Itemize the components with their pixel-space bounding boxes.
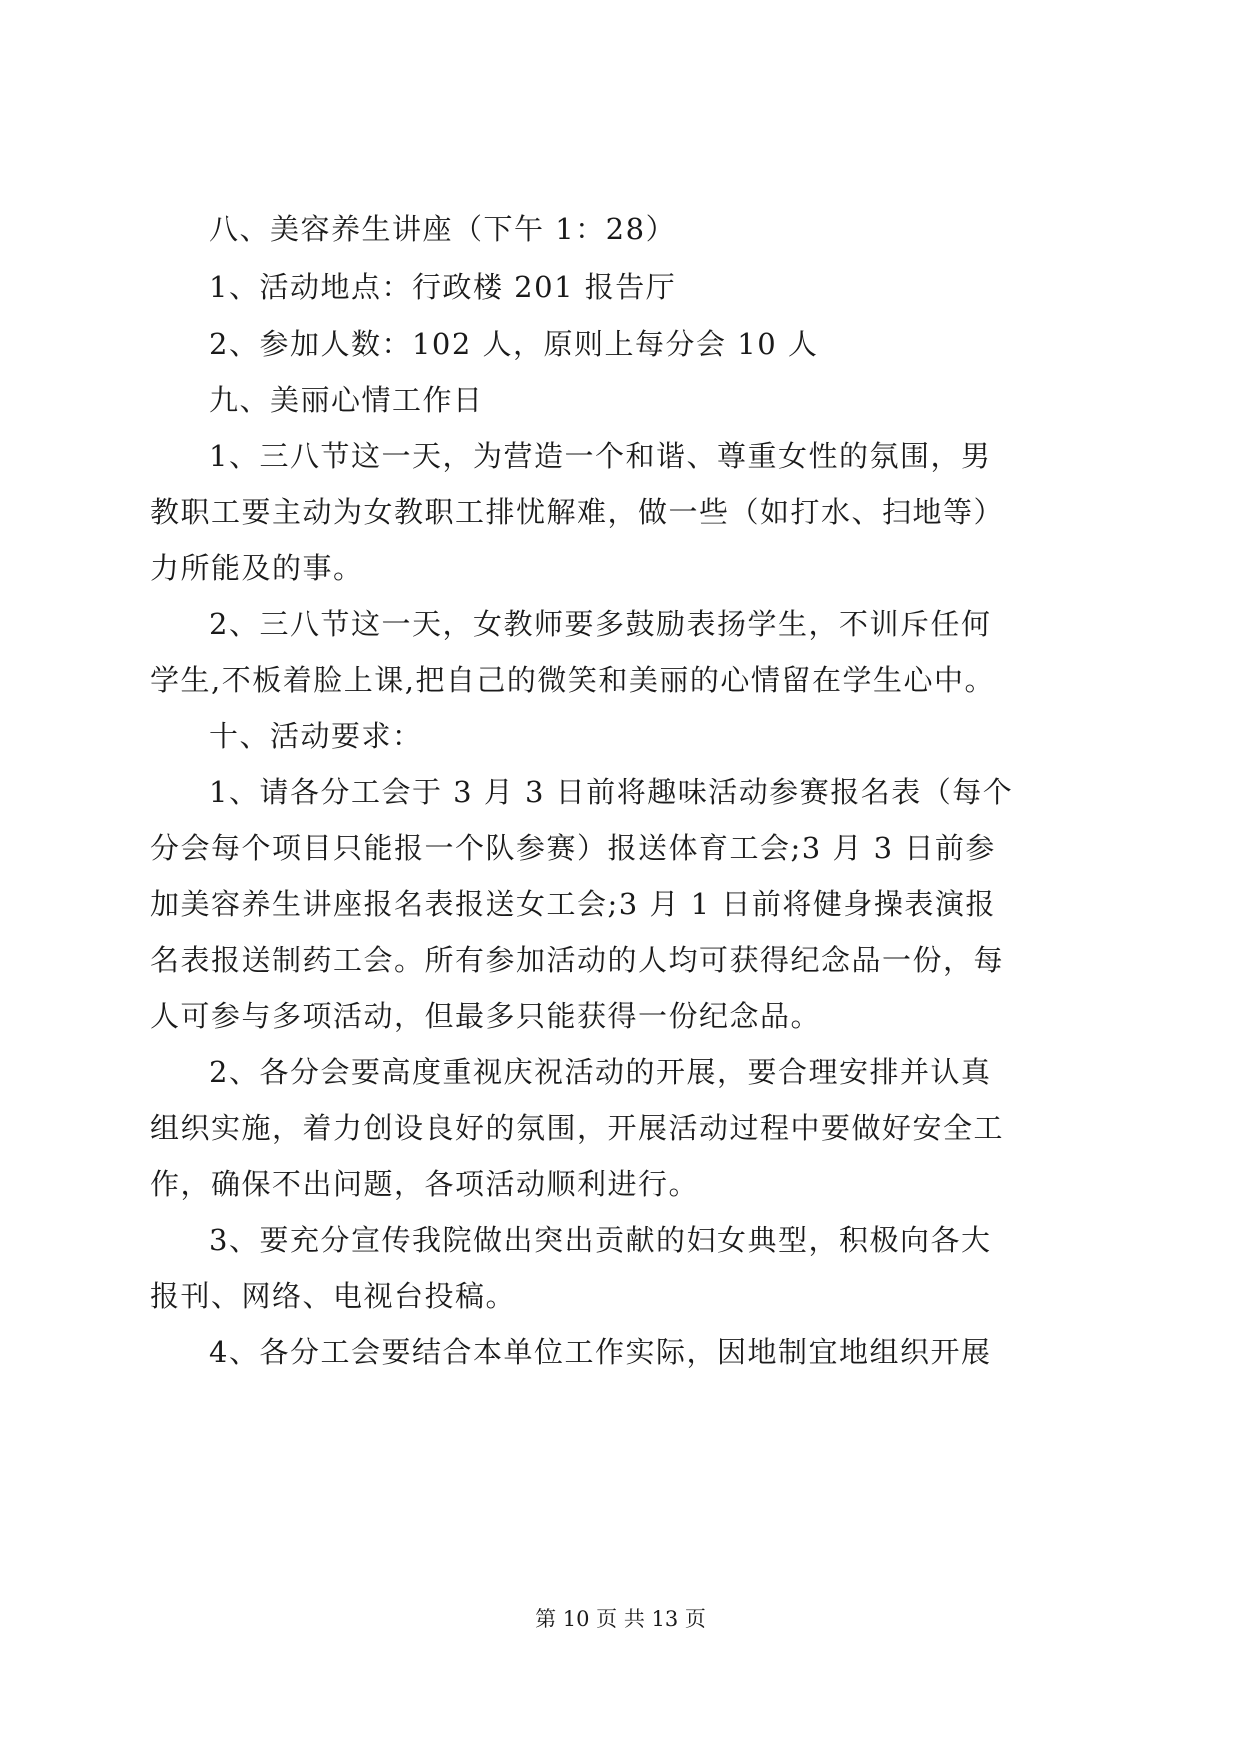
paragraph-line: 名表报送制药工会。所有参加活动的人均可获得纪念品一份，每 [150,943,1005,977]
paragraph-line: 2、三八节这一天，女教师要多鼓励表扬学生，不训斥任何 [209,607,992,641]
section-heading-9: 九、美丽心情工作日 [209,383,484,417]
paragraph-line: 2、参加人数：102 人，原则上每分会 10 人 [209,327,819,361]
paragraph-line: 教职工要主动为女教职工排忧解难，做一些（如打水、扫地等） [150,495,1005,529]
paragraph-line: 力所能及的事。 [150,551,364,585]
paragraph-line: 4、各分工会要结合本单位工作实际，因地制宜地组织开展 [209,1335,992,1369]
paragraph-line: 1、三八节这一天，为营造一个和谐、尊重女性的氛围，男 [209,439,992,473]
paragraph-line: 报刊、网络、电视台投稿。 [150,1279,517,1313]
section-heading-8: 八、美容养生讲座（下午 1：28） [209,212,677,246]
page-number-footer: 第 10 页 共 13 页 [535,1607,706,1631]
paragraph-line: 人可参与多项活动，但最多只能获得一份纪念品。 [150,999,822,1033]
paragraph-line: 学生,不板着脸上课,把自己的微笑和美丽的心情留在学生心中。 [150,663,995,697]
paragraph-line: 1、活动地点：行政楼 201 报告厅 [209,270,677,304]
paragraph-line: 3、要充分宣传我院做出突出贡献的妇女典型，积极向各大 [209,1223,992,1257]
paragraph-line: 2、各分会要高度重视庆祝活动的开展，要合理安排并认真 [209,1055,992,1089]
paragraph-line: 1、请各分工会于 3 月 3 日前将趣味活动参赛报名表（每个 [209,775,1014,809]
paragraph-line: 组织实施，着力创设良好的氛围，开展活动过程中要做好安全工 [150,1111,1005,1145]
paragraph-line: 作，确保不出问题，各项活动顺利进行。 [150,1167,700,1201]
section-heading-10: 十、活动要求： [209,719,423,753]
paragraph-line: 加美容养生讲座报名表报送女工会;3 月 1 日前将健身操表演报 [150,887,996,921]
paragraph-line: 分会每个项目只能报一个队参赛）报送体育工会;3 月 3 日前参 [150,831,996,865]
